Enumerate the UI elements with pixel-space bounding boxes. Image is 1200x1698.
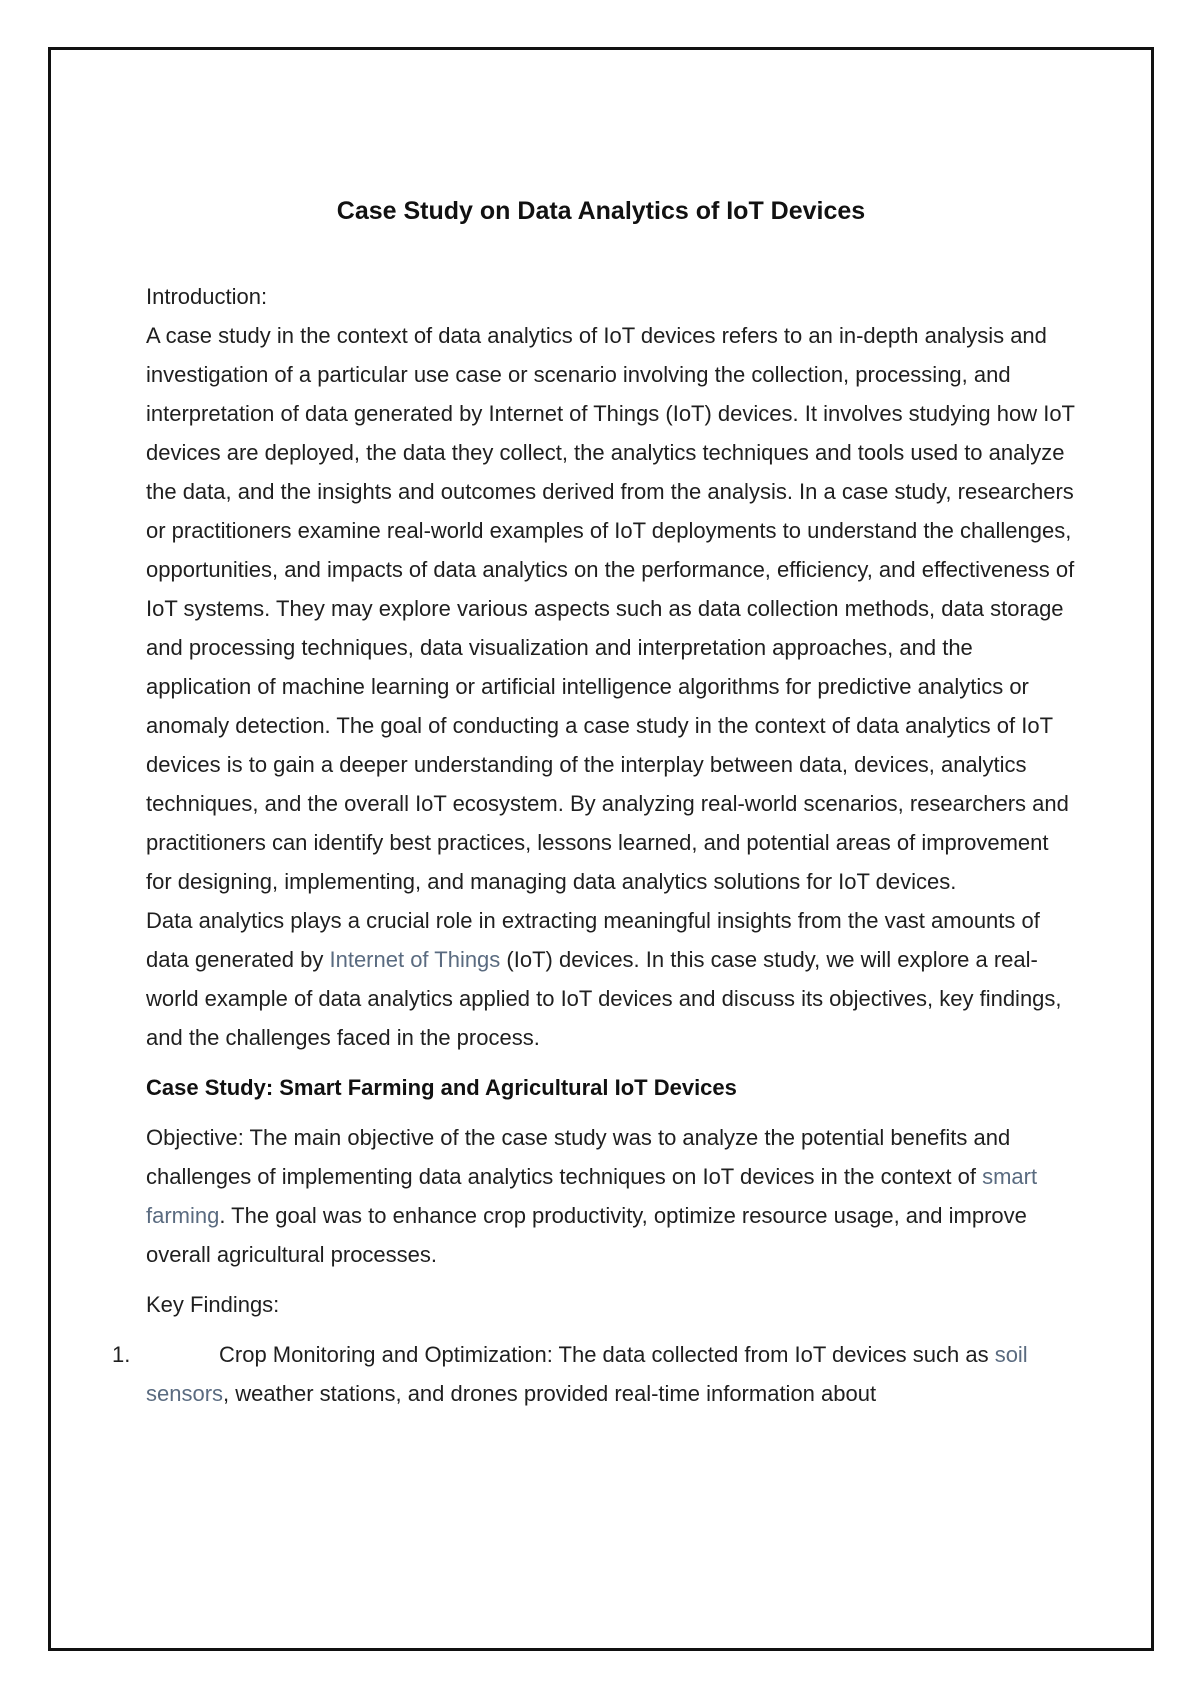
intro-heading: Introduction: — [146, 284, 268, 309]
intro-paragraph-2-text-start: Data analytics plays a crucial role in extracting meaningful insights from the vast amounts of data generated by — [146, 908, 1040, 972]
case-study-heading: Case Study: Smart Farming and Agricultural IoT Devices — [146, 1075, 737, 1100]
finding-text-end: , weather stations, and drones provided real-time information about — [223, 1381, 877, 1406]
list-item-number: 1. — [112, 1342, 131, 1367]
document-body — [112, 277, 1076, 1413]
intro-paragraph-2 — [146, 901, 1076, 1057]
key-findings-label: Key Findings: — [146, 1292, 280, 1317]
objective-text-start: Objective: The main objective of the case study was to analyze the potential benefits and challenges of implementing data analytics techniques on IoT devices in the context of — [146, 1125, 1011, 1189]
document-title: Case Study on Data Analytics of IoT Devices — [336, 197, 866, 225]
objective-paragraph — [146, 1118, 1076, 1274]
list-item — [112, 1335, 1076, 1413]
intro-paragraph-1: A case study in the context of data analytics of IoT devices refers to an in-depth analysis and investigation of a particular use case or scenario involving the collection, processing, and interpretation of data generated by Internet of Things (IoT) devices. It involves studying how IoT devices are deployed, the data they collect, the analytics techniques and tools used to analyze the data, and the insights and outcomes derived from the analysis. In a case study, researchers or practitioners examine real-world examples of IoT deployments to understand the challenges, opportunities, and impacts of data analytics on the performance, efficiency, and effectiveness of IoT systems. They may explore various aspects such as data collection methods, data storage and processing techniques, data visualization and interpretation approaches, and the application of machine learning or artificial intelligence algorithms for predictive analytics or anomaly detection. The goal of conducting a case study in the context of data analytics of IoT devices is to gain a deeper understanding of the interplay between data, devices, analytics techniques, and the overall IoT ecosystem. By analyzing real-world scenarios, researchers and practitioners can identify best practices, lessons learned, and potential areas of improvement for designing, implementing, and managing data analytics solutions for IoT devices. — [146, 323, 1075, 894]
soil-sensors-link[interactable]: soil sensors — [146, 1342, 1028, 1406]
intro-paragraph-2-text-end: (IoT) devices. In this case study, we will explore a real-world example of data analytics applied to IoT devices and discuss its objectives, key findings, and the challenges faced in the process. — [146, 947, 1062, 1050]
internet-of-things-link[interactable]: Internet of Things — [329, 947, 501, 972]
finding-text-start: Crop Monitoring and Optimization: The data collected from IoT devices such as — [219, 1342, 995, 1367]
smart-farming-link[interactable]: smart farming — [146, 1164, 1038, 1228]
objective-text-end: . The goal was to enhance crop productivity, optimize resource usage, and improve overall agricultural processes. — [146, 1203, 1027, 1267]
